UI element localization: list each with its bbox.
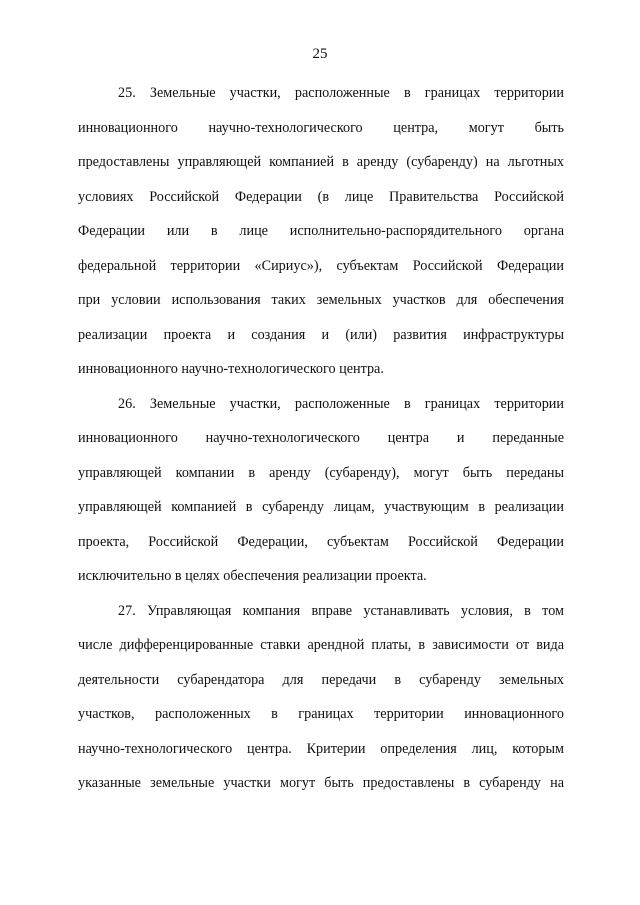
paragraph-25: [78, 76, 564, 387]
paragraph-line: 26. Земельные участки, расположенные в границах территории: [118, 395, 564, 412]
paragraph-line: 27. Управляющая компания вправе устанавливать условия, в том: [118, 602, 564, 619]
paragraph-line: исключительно в целях обеспечения реализации проекта.: [78, 568, 427, 584]
paragraph-line: указанные земельные участки могут быть предоставлены в субаренду на: [78, 775, 564, 791]
paragraph-line: проекта, Российской Федерации, субъектам Российской Федерации: [78, 533, 564, 550]
paragraph-26: [78, 387, 564, 594]
paragraph-line: инновационного научно-технологического центра и переданные: [78, 430, 564, 446]
paragraph-line: научно-технологического центра. Критерии определения лиц, которым: [78, 740, 564, 757]
paragraph-line: управляющей компании в аренду (субаренду), могут быть переданы: [78, 464, 564, 481]
paragraph-27: [78, 594, 564, 801]
paragraph-line: Федерации или в лице исполнительно-распорядительного органа: [78, 223, 564, 239]
paragraph-line: реализации проекта и создания и (или) развития инфраструктуры: [78, 326, 564, 343]
paragraph-line: инновационного научно-технологического центра.: [78, 361, 384, 377]
document-body: [78, 76, 564, 801]
paragraph-line: 25. Земельные участки, расположенные в границах территории: [118, 85, 564, 101]
paragraph-line: предоставлены управляющей компанией в аренду (субаренду) на льготных: [78, 154, 564, 170]
paragraph-line: инновационного научно-технологического центра, могут быть: [78, 119, 564, 136]
paragraph-line: при условии использования таких земельных участков для обеспечения: [78, 292, 564, 308]
paragraph-line: федеральной территории «Сириус»), субъектам Российской Федерации: [78, 257, 564, 274]
paragraph-line: числе дифференцированные ставки арендной платы, в зависимости от вида: [78, 637, 564, 653]
paragraph-line: деятельности субарендатора для передачи в субаренду земельных: [78, 671, 564, 688]
paragraph-line: участков, расположенных в границах территории инновационного: [78, 706, 564, 722]
paragraph-line: условиях Российской Федерации (в лице Правительства Российской: [78, 188, 564, 205]
page-number: 25: [312, 46, 328, 62]
paragraph-line: управляющей компанией в субаренду лицам, участвующим в реализации: [78, 499, 564, 515]
